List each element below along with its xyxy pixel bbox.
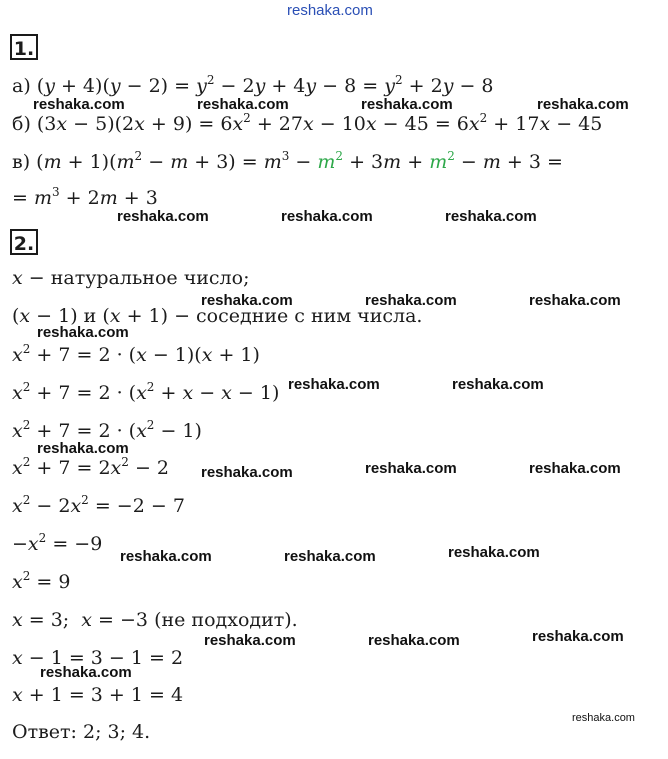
problem-2-line-11: x − 1 = 3 − 1 = 2 — [12, 647, 184, 669]
item-c-label: в) — [12, 151, 31, 173]
watermark: reshaka.com — [37, 324, 129, 341]
watermark: reshaka.com — [529, 460, 621, 477]
watermark: reshaka.com — [281, 208, 373, 225]
problem-2-line-1: x − натуральное число; — [12, 267, 250, 289]
watermark: reshaka.com — [365, 292, 457, 309]
watermark: reshaka.com — [197, 96, 289, 113]
watermark-top[interactable]: reshaka.com — [287, 2, 373, 19]
watermark: reshaka.com — [288, 376, 380, 393]
watermark: reshaka.com — [529, 292, 621, 309]
watermark: reshaka.com — [33, 96, 125, 113]
watermark: reshaka.com — [452, 376, 544, 393]
watermark: reshaka.com — [537, 96, 629, 113]
problem-2-line-12: x + 1 = 3 + 1 = 4 — [12, 684, 184, 706]
problem-1-number: 1. — [10, 34, 38, 60]
not-suitable-text: (не подходит). — [148, 609, 298, 631]
problem-2-line-9: $x^2 = 9$ — [12, 569, 71, 593]
watermark: reshaka.com — [37, 440, 129, 457]
problem-2-number: 2. — [10, 229, 38, 255]
watermark: reshaka.com — [448, 544, 540, 561]
problem-1a-line: а) $(y + 4)(y - 2) = y^2 - 2y + 4y - 8 = y^2 + 2y - 8$ — [12, 73, 494, 97]
watermark: reshaka.com — [365, 460, 457, 477]
item-a-label: а) — [12, 75, 31, 97]
answer-line: Ответ: 2; 3; 4. — [12, 721, 151, 743]
problem-1c-line: в) $(m + 1)(m^2 - m + 3) = m^3 - m^2 + 3m + m^2 - m + 3$ = — [12, 149, 563, 173]
watermark: reshaka.com — [284, 548, 376, 565]
problem-1b-line: б) $(3x - 5)(2x + 9) = 6x^2 + 27x - 10x - 45 = 6x^2 + 17x - 45$ — [12, 111, 603, 135]
problem-2-line-8: $-x^2 = -9$ — [12, 531, 103, 555]
watermark: reshaka.com — [201, 292, 293, 309]
watermark: reshaka.com — [117, 208, 209, 225]
neighbors-text: − соседние с ним числа. — [168, 305, 423, 327]
watermark: reshaka.com — [40, 664, 132, 681]
watermark: reshaka.com — [445, 208, 537, 225]
watermark: reshaka.com — [368, 632, 460, 649]
problem-1c-result: = $m^3 + 2m + 3$ — [12, 185, 158, 209]
problem-2-line-5: $x^2 + 7 = 2 \cdot (x^2 - 1)$ — [12, 418, 202, 442]
problem-2-line-7: $x^2 - 2x^2 = -2 - 7$ — [12, 493, 185, 517]
problem-2-line-2: (x − 1) и (x + 1) − соседние с ним числа. — [12, 305, 423, 327]
problem-2-line-3: $x^2 + 7 = 2 \cdot (x - 1)(x + 1)$ — [12, 342, 260, 366]
problem-2-line-10: x = 3; x = −3 (не подходит). — [12, 609, 298, 631]
watermark: reshaka.com — [361, 96, 453, 113]
watermark: reshaka.com — [201, 464, 293, 481]
watermark: reshaka.com — [204, 632, 296, 649]
problem-2-line-4: $x^2 + 7 = 2 \cdot (x^2 + x - x - 1)$ — [12, 380, 280, 404]
natural-number-text: − натуральное число; — [22, 267, 250, 289]
watermark: reshaka.com — [532, 628, 624, 645]
watermark-small: reshaka.com — [572, 712, 635, 724]
problem-2-line-6: $x^2 + 7 = 2x^2 - 2$ — [12, 455, 169, 479]
watermark: reshaka.com — [120, 548, 212, 565]
and-text: и — [77, 305, 103, 327]
item-b-label: б) — [12, 113, 31, 135]
